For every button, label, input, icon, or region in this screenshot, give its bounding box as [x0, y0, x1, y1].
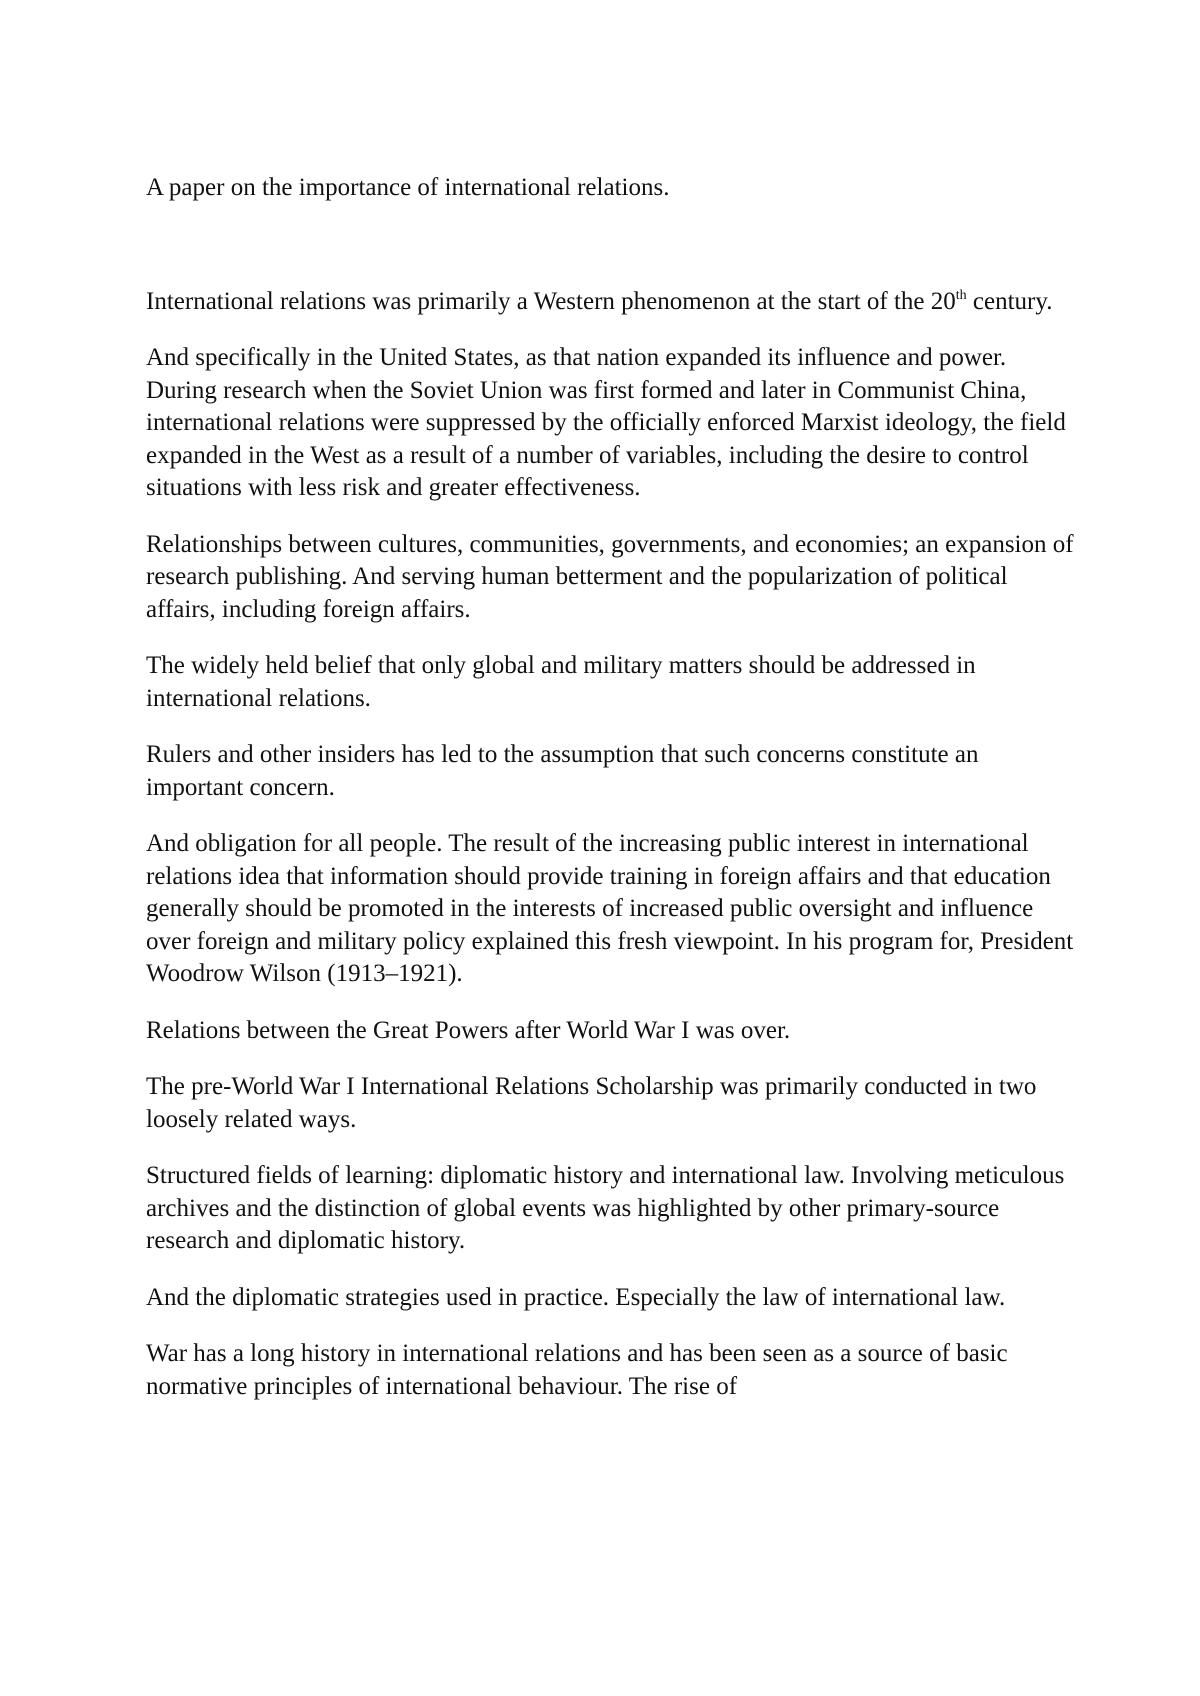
paragraph-1-text: International relations was primarily a Western phenomenon at the start of the 20: [146, 287, 956, 315]
paragraph-4: The widely held belief that only global and military matters should be addressed in international relations.: [146, 652, 976, 712]
paragraph-7: Relations between the Great Powers after World War I was over.: [146, 1016, 791, 1044]
paragraph-3: Relationships between cultures, communities, governments, and economies; an expansion of research publishing. And serving human betterment and the popularization of political affairs, including foreign affairs.: [146, 530, 1074, 623]
paragraph-1: [146, 286, 1076, 319]
ordinal-superscript: th: [955, 287, 967, 303]
paragraph-8: The pre-World War I International Relations Scholarship was primarily conducted in two loosely related ways.: [146, 1073, 1037, 1133]
document-title: A paper on the importance of international relations.: [146, 174, 670, 201]
paragraph-11: War has a long history in international relations and has been seen as a source of basic normative principles of international behaviour. The rise of: [146, 1340, 1008, 1400]
paragraph-5: Rulers and other insiders has led to the assumption that such concerns constitute an important concern.: [146, 741, 979, 801]
paragraph-1-tail: century.: [966, 287, 1053, 315]
document-body: [146, 172, 1076, 1427]
paragraph-6: And obligation for all people. The result of the increasing public interest in international relations idea that information should provide training in foreign affairs and that education generally should be promoted in the interests of increased public oversight and influence over foreign and military policy explained this fresh viewpoint. In his program for, President Woodrow Wilson (1913–1921).: [146, 830, 1074, 987]
paragraph-10: And the diplomatic strategies used in practice. Especially the law of international law.: [146, 1283, 1006, 1311]
paragraph-9: Structured fields of learning: diplomatic history and international law. Involving meticulous archives and the distinction of global events was highlighted by other primary-source research and diplomatic history.: [146, 1162, 1065, 1254]
paragraph-2: And specifically in the United States, as that nation expanded its influence and power. During research when the Soviet Union was first formed and later in Communist China, international relations were suppressed by the officially enforced Marxist ideology, the field expanded in the West as a result of a number of variables, including the desire to control situations with less risk and greater effectiveness.: [146, 344, 1066, 501]
